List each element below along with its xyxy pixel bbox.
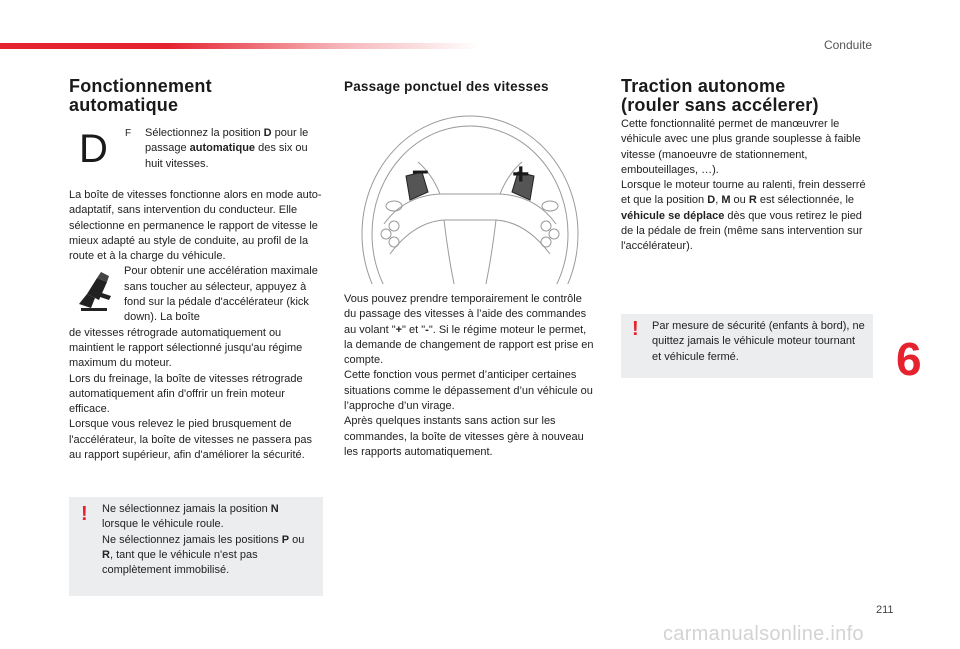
paragraph-lift-off: Lorsque vous relevez le pied brusquement de l'accélérateur, la boîte de vitesses ne passera pas au rapport supérieur, afin d'améliorer la sécurité. [69,418,313,462]
warning-exclamation-icon: ! [81,503,88,525]
warning-text-safety: Par mesure de sécurité (enfants à bord), ne quittez jamais le véhicule moteur tournant et véhicule fermé. [652,320,865,363]
paragraph-kick-down: Pour obtenir une accélération maximale sans toucher au sélecteur, appuyez à fond sur la pédale d'accélérateur (kick down). La boîte [124,265,318,324]
paragraph-kick-down-cont: de vitesses rétrograde automatiquement ou maintient le rapport sélectionné jusqu'au régime maximum du moteur. [69,326,303,370]
paragraph-anticipate: Cette fonction vous permet d’anticiper certaines situations comme le dépassement d’un véhicule ou l’approche d’un virage. [344,369,593,413]
paddle-plus-label: + [512,158,530,191]
warning-line-park-reverse: Ne sélectionnez jamais les positions P ou R, tant que le véhicule n'est pas complètement immobilisé. [102,533,305,577]
warning-exclamation-icon: ! [632,318,639,340]
bullet-arrow-icon: F [125,128,132,139]
column-creep-mode [621,77,875,255]
position-d-block [69,124,323,188]
header-accent-bar [0,43,480,49]
paragraph-creep-conditions: Lorsque le moteur tourne au ralenti, frein desserré et que la position D, M ou R est sélectionnée, le véhicule se déplace dès que vous retirez le pied de la pédale de frein (même sans intervention sur l'accélérateur). [621,179,866,253]
warning-box-neutral [69,497,323,596]
watermark: carmanualsonline.info [663,623,864,645]
column-manual-shift [344,77,596,96]
chapter-number: 6 [896,333,922,385]
kick-down-block [69,264,323,325]
steering-wheel-illustration [344,104,596,284]
paragraph-auto-return: Après quelques instants sans action sur les commandes, la boîte de vitesses gère à nouveau les rapports automatiquement. [344,415,584,458]
column-automatic-mode [69,77,323,463]
accelerator-pedal-icon [73,268,115,312]
paragraph-creep-intro: Cette fonctionnalité permet de manœuvrer le véhicule avec une plus grande souplesse à faible vitesse (manoeuvre de stationnement, embouteillages, …). [621,118,861,176]
gear-d-symbol: D [79,127,108,171]
page-number: 211 [876,604,894,616]
warning-line-neutral: Ne sélectionnez jamais la position N lorsque le véhicule roule. [102,503,279,531]
paragraph-auto-adaptive: La boîte de vitesses fonctionne alors en mode auto-adaptatif, sans intervention du conducteur. Elle sélectionne en permanence le rapport de vitesse le mieux adapté au style de conduite, au profil de la route et à la charge du véhicule. [69,189,322,263]
warning-box-safety [621,314,873,378]
paragraph-braking: Lors du freinage, la boîte de vitesses rétrograde automatiquement afin d'offrir un frein moteur efficace. [69,372,303,416]
paragraph-paddle-control: Vous pouvez prendre temporairement le contrôle du passage des vitesses à l’aide des commandes au volant "+" et "-". Si le régime moteur le permet, la demande de changement de rapport est prise en compte. [344,293,594,367]
heading-manual-shift: Passage ponctuel des vitesses [344,79,549,94]
paddle-minus-label: – [412,154,429,187]
heading-automatic-mode: Fonctionnement automatique [69,76,212,115]
position-d-instruction: F Sélectionnez la position D pour le passage automatique des six ou huit vitesses. [125,127,309,170]
heading-creep-mode: Traction autonome (rouler sans accélerer) [621,76,819,115]
section-title: Conduite [823,38,872,52]
manual-shift-text [344,292,596,460]
